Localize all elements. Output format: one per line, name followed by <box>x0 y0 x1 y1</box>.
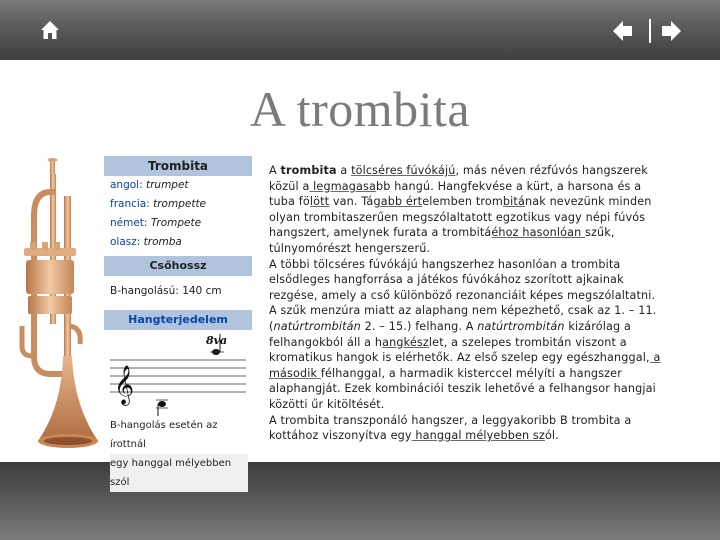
home-icon[interactable] <box>38 18 62 42</box>
italic-term: natúrtrombitán <box>477 319 565 333</box>
length-label: B-hangolású: <box>110 285 179 297</box>
trumpet-photo <box>10 156 102 452</box>
language-value: Trompete <box>150 217 202 229</box>
text-run: elemben trom <box>422 195 503 209</box>
text-link[interactable]: angkész <box>382 335 429 349</box>
text-link[interactable]: legmagasa <box>309 179 377 193</box>
infobox-name-row <box>104 195 252 214</box>
language-value: trompette <box>153 198 207 210</box>
text-link[interactable]: bitá <box>502 195 525 209</box>
slide-title: A trombita <box>249 81 471 137</box>
infobox-name-row <box>104 233 252 252</box>
text-run: , más néven rézfúvós hangszerek közül a <box>269 164 648 193</box>
text-run: A többi tölcséres fúvókájú hangszerhez hasonlóan a trombita elsődleges hangforrása a játékos fúvókához szorított ajkainak rezgése, amely a cső különböző rezonanciáit képes megszólaltatni. A szűk menzúra miatt az alaphang nem képezhető, csak az 1. – 11. ( <box>269 257 657 333</box>
length-value: 140 cm <box>182 285 222 297</box>
text-link[interactable]: a második <box>269 351 661 380</box>
language-label[interactable]: olasz: <box>110 236 141 248</box>
text-run: let, a szelepes trombitán viszont a kromatikus hangok is elérhetők. Az első szelep egy egészhanggal, <box>269 335 650 365</box>
language-label[interactable]: angol: <box>110 179 143 191</box>
language-label[interactable]: német: <box>110 217 148 229</box>
text-run: ól. <box>544 429 559 443</box>
caption-line-2: egy hanggal mélyebben szól <box>110 454 248 492</box>
text-run: nak nevezünk minden olyan trombitaszerűen megszólaltatott egzotikus vagy népi fúvós hangszert, amelynek furata a trombitá <box>269 195 652 240</box>
italic-term: natúrtrombitán <box>273 319 361 333</box>
range-staff <box>106 330 248 416</box>
infobox-name-row <box>104 214 252 233</box>
text-run: A <box>269 164 281 177</box>
text-run: szűk, túlnyomórészt hengerszerű. <box>269 226 615 255</box>
language-value: tromba <box>143 236 182 248</box>
infobox-name-row <box>104 176 252 195</box>
next-arrow-icon[interactable] <box>660 20 682 42</box>
text-run: félhanggal, a harmadik kisterccel mélyíti a hangszer alaphangját. Ezek kombinációi teszik lehetővé a felhangsor hangjai közötti űr kitöltését. <box>269 366 656 411</box>
text-link[interactable]: tölcséres fúvókájú <box>351 164 456 177</box>
text-run: van. Tá <box>329 195 374 209</box>
text-link[interactable]: hanggal mélyebben sz <box>411 429 545 443</box>
text-run: A trombita transzponáló hangszer, a leggyakoribb B trombita a kottához viszonyítva egy <box>269 413 632 443</box>
octave-mark: 8va <box>206 334 228 347</box>
paragraph <box>269 163 661 257</box>
bold-term: trombita <box>280 164 337 177</box>
separator-icon <box>644 18 656 44</box>
infobox-header: Trombita <box>104 156 252 176</box>
treble-clef-icon: 𝄞 <box>114 365 135 405</box>
previous-arrow-icon[interactable] <box>612 20 634 42</box>
length-header: Csőhossz <box>104 256 252 276</box>
paragraph <box>269 413 661 444</box>
caption-line-1: B-hangolás esetén az írottnál <box>110 420 218 450</box>
length-row <box>104 276 252 306</box>
language-label[interactable]: francia: <box>110 198 150 210</box>
text-run: 2. – 15.) felhang. A <box>360 319 478 333</box>
paragraph <box>269 257 661 413</box>
range-caption <box>104 416 252 492</box>
text-link[interactable]: éhoz hasonlóan <box>491 226 586 240</box>
range-header[interactable]: Hangterjedelem <box>104 310 252 330</box>
article-text <box>269 163 661 444</box>
text-run: bb hangú. Hangfekvése a kürt, a harsona és a tuba fö <box>269 179 642 209</box>
text-link[interactable]: gabb ért <box>373 195 423 209</box>
text-link[interactable]: lött <box>309 195 330 209</box>
language-value: trumpet <box>145 179 189 191</box>
text-run: kizárólag a felhangokból áll a h <box>269 319 632 349</box>
text-run: a <box>336 164 352 177</box>
infobox <box>104 156 252 488</box>
